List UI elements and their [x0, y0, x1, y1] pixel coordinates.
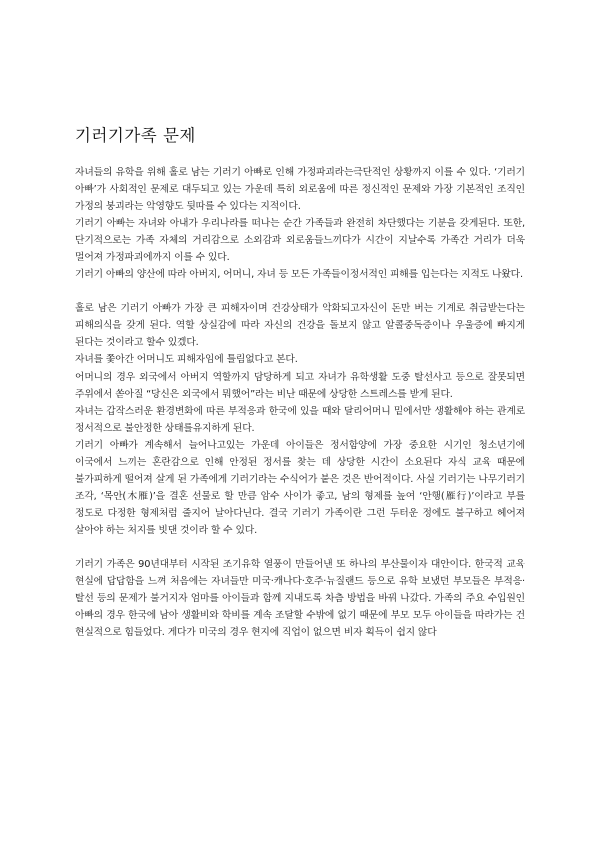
paragraph-spacer: [75, 539, 525, 556]
paragraph: 자녀는 갑작스러운 환경변화에 따른 부적응과 한국에 있을 때와 달리어머니 밑에서만 생활해야 하는 관계로 정서적으로 불안정한 상태를유지하게 된다.: [75, 405, 525, 434]
document-body: [75, 164, 525, 641]
paragraph: 기러기 아빠는 자녀와 아내가 우리나라를 떠나는 순간 가족들과 완전히 차단했다는 기분을 갖게된다. 또한, 단기적으로는 가족 자체의 거리감으로 소외감과 외로움들느끼다가 시간이 지날수록 가족간 거리가 더욱 멀어져 가정파괴에까지 이를 수 있다.: [75, 218, 525, 264]
paragraph: 홀로 남은 기러기 아빠가 가장 큰 피해자이며 건강상태가 악화되고자신이 돈만 버는 기계로 취급받는다는 피해의식을 갖게 된다. 역할 상실감에 따라 자신의 건강을 돌보지 않고 알콜중독증이나 우울증에 빠지게 된다는 것이라고 할수 있겠다.: [75, 303, 525, 349]
paragraph: 기러기 아빠의 양산에 따라 아버지, 어머니, 자녀 등 모든 가족들이정서적인 피해를 입는다는 지적도 나왔다.: [75, 269, 523, 281]
paragraph-spacer: [75, 283, 525, 300]
paragraph: 자녀를 쫓아간 어머니도 피해자임에 틀림없다고 본다.: [75, 354, 298, 366]
document-title: 기러기가족 문제: [75, 126, 196, 145]
paragraph: 기러기 아빠가 계속해서 늘어나고있는 가운데 아이들은 정서함양에 가장 중요한 시기인 청소년기에 이국에서 느끼는 혼란감으로 인해 안정된 정서를 찾는 데 상당한 시간이 소요된다 자식 교육 때문에 불가피하게 떨어져 살게 된 가족에게 기러기라는 수식어가 붙은 것은 반어적이다. 사실 기러기는 나무기러기 조각, ‘목안(木雁)’을 결혼 선물로 할 만큼 암수 사이가 좋고, 남의 형제를 높여 ‘안행(雁行)’이라고 부를 정도로 다정한 형제처럼 줄지어 날아다닌다. 결국 기러기 가족이란 그런 두터운 정에도 불구하고 헤어져 살아야 하는 처지를 빗댄 것이라 할 수 있다.: [75, 439, 525, 536]
paragraph: 기러기 가족은 90년대부터 시작된 조기유학 열풍이 만들어낸 또 하나의 부산물이자 대안이다. 한국적 교육 현실에 답답함을 느껴 처음에는 자녀들만 미국·캐나다·호주·뉴질랜드 등으로 유학 보냈던 부모들은 부적응·탈선 등의 문제가 불거지자 엄마를 아이들과 함께 지내도록 차츰 방법을 바꿔 나갔다. 가족의 주요 수입원인 아빠의 경우 한국에 남아 생활비와 학비를 계속 조달할 수밖에 없기 때문에 부모 모두 아이들을 따라가는 건 현실적으로 힘들었다. 게다가 미국의 경우 현지에 직업이 없으면 비자 획득이 쉽지 않다: [75, 558, 525, 639]
paragraph: 자녀들의 유학을 위해 홀로 남는 기러기 아빠로 인해 가정파괴라는극단적인 상황까지 이를 수 있다. ‘기러기 아빠’가 사회적인 문제로 대두되고 있는 가운데 특히 외로움에 따른 정신적인 문제와 가장 기본적인 조직인 가정의 붕괴라는 악영향도 뒷따를 수 있다는 지적이다.: [75, 167, 525, 213]
paragraph: 어머니의 경우 외국에서 아버지 역할까지 담당하게 되고 자녀가 유학생활 도중 탈선사고 등으로 잘못되면 주위에서 쏟아질 “당신은 외국에서 뭐했어”라는 비난 때문에 상당한 스트레스를 받게 된다.: [75, 371, 525, 400]
